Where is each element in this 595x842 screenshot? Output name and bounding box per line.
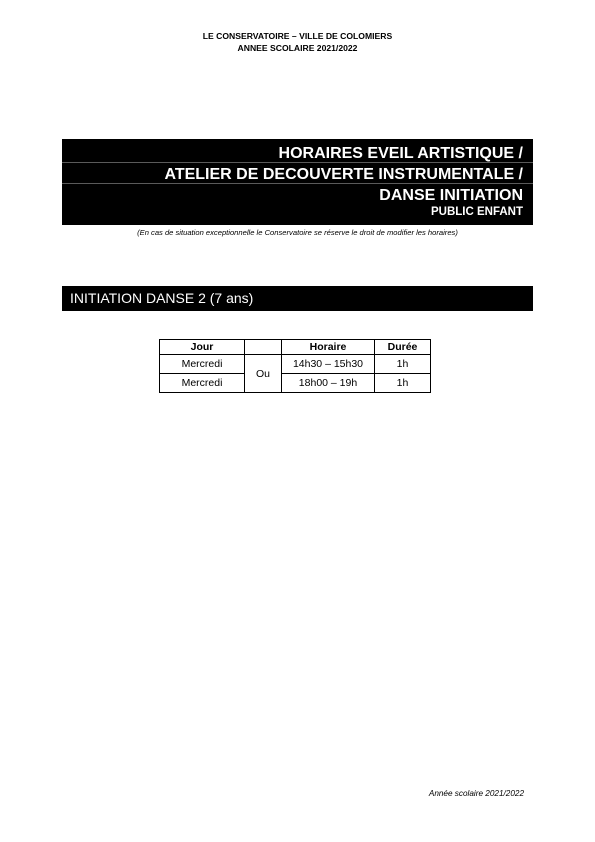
- column-header-horaire: Horaire: [282, 340, 375, 355]
- title-line-1: HORAIRES EVEIL ARTISTIQUE /: [278, 145, 523, 162]
- schedule-change-note: (En cas de situation exceptionnelle le Conservatoire se réserve le droit de modifier les horaires): [137, 228, 458, 237]
- schedule-table: [159, 339, 431, 393]
- title-line-3: DANSE INITIATION: [379, 187, 523, 204]
- table-row: [160, 374, 431, 393]
- cell-jour: Mercredi: [160, 355, 245, 374]
- table-header-row: [160, 340, 431, 355]
- cell-horaire: 18h00 – 19h: [282, 374, 375, 393]
- section-heading: INITIATION DANSE 2 (7 ans): [70, 290, 254, 306]
- cell-duree: 1h: [375, 355, 431, 374]
- title-banner: [62, 139, 533, 225]
- column-header-blank: [245, 340, 282, 355]
- table-row: [160, 355, 431, 374]
- footer-school-year: Année scolaire 2021/2022: [428, 789, 524, 798]
- cell-jour: Mercredi: [160, 374, 245, 393]
- cell-duree: 1h: [375, 374, 431, 393]
- header-line-1: LE CONSERVATOIRE – VILLE DE COLOMIERS: [202, 31, 393, 41]
- cell-horaire: 14h30 – 15h30: [282, 355, 375, 374]
- title-line-2: ATELIER DE DECOUVERTE INSTRUMENTALE /: [164, 166, 523, 183]
- header-line-2: ANNEE SCOLAIRE 2021/2022: [237, 43, 358, 53]
- section-heading-bar: [62, 286, 533, 311]
- column-header-jour: Jour: [160, 340, 245, 355]
- column-header-duree: Durée: [375, 340, 431, 355]
- title-audience: PUBLIC ENFANT: [431, 206, 523, 218]
- cell-separator: Ou: [245, 355, 282, 393]
